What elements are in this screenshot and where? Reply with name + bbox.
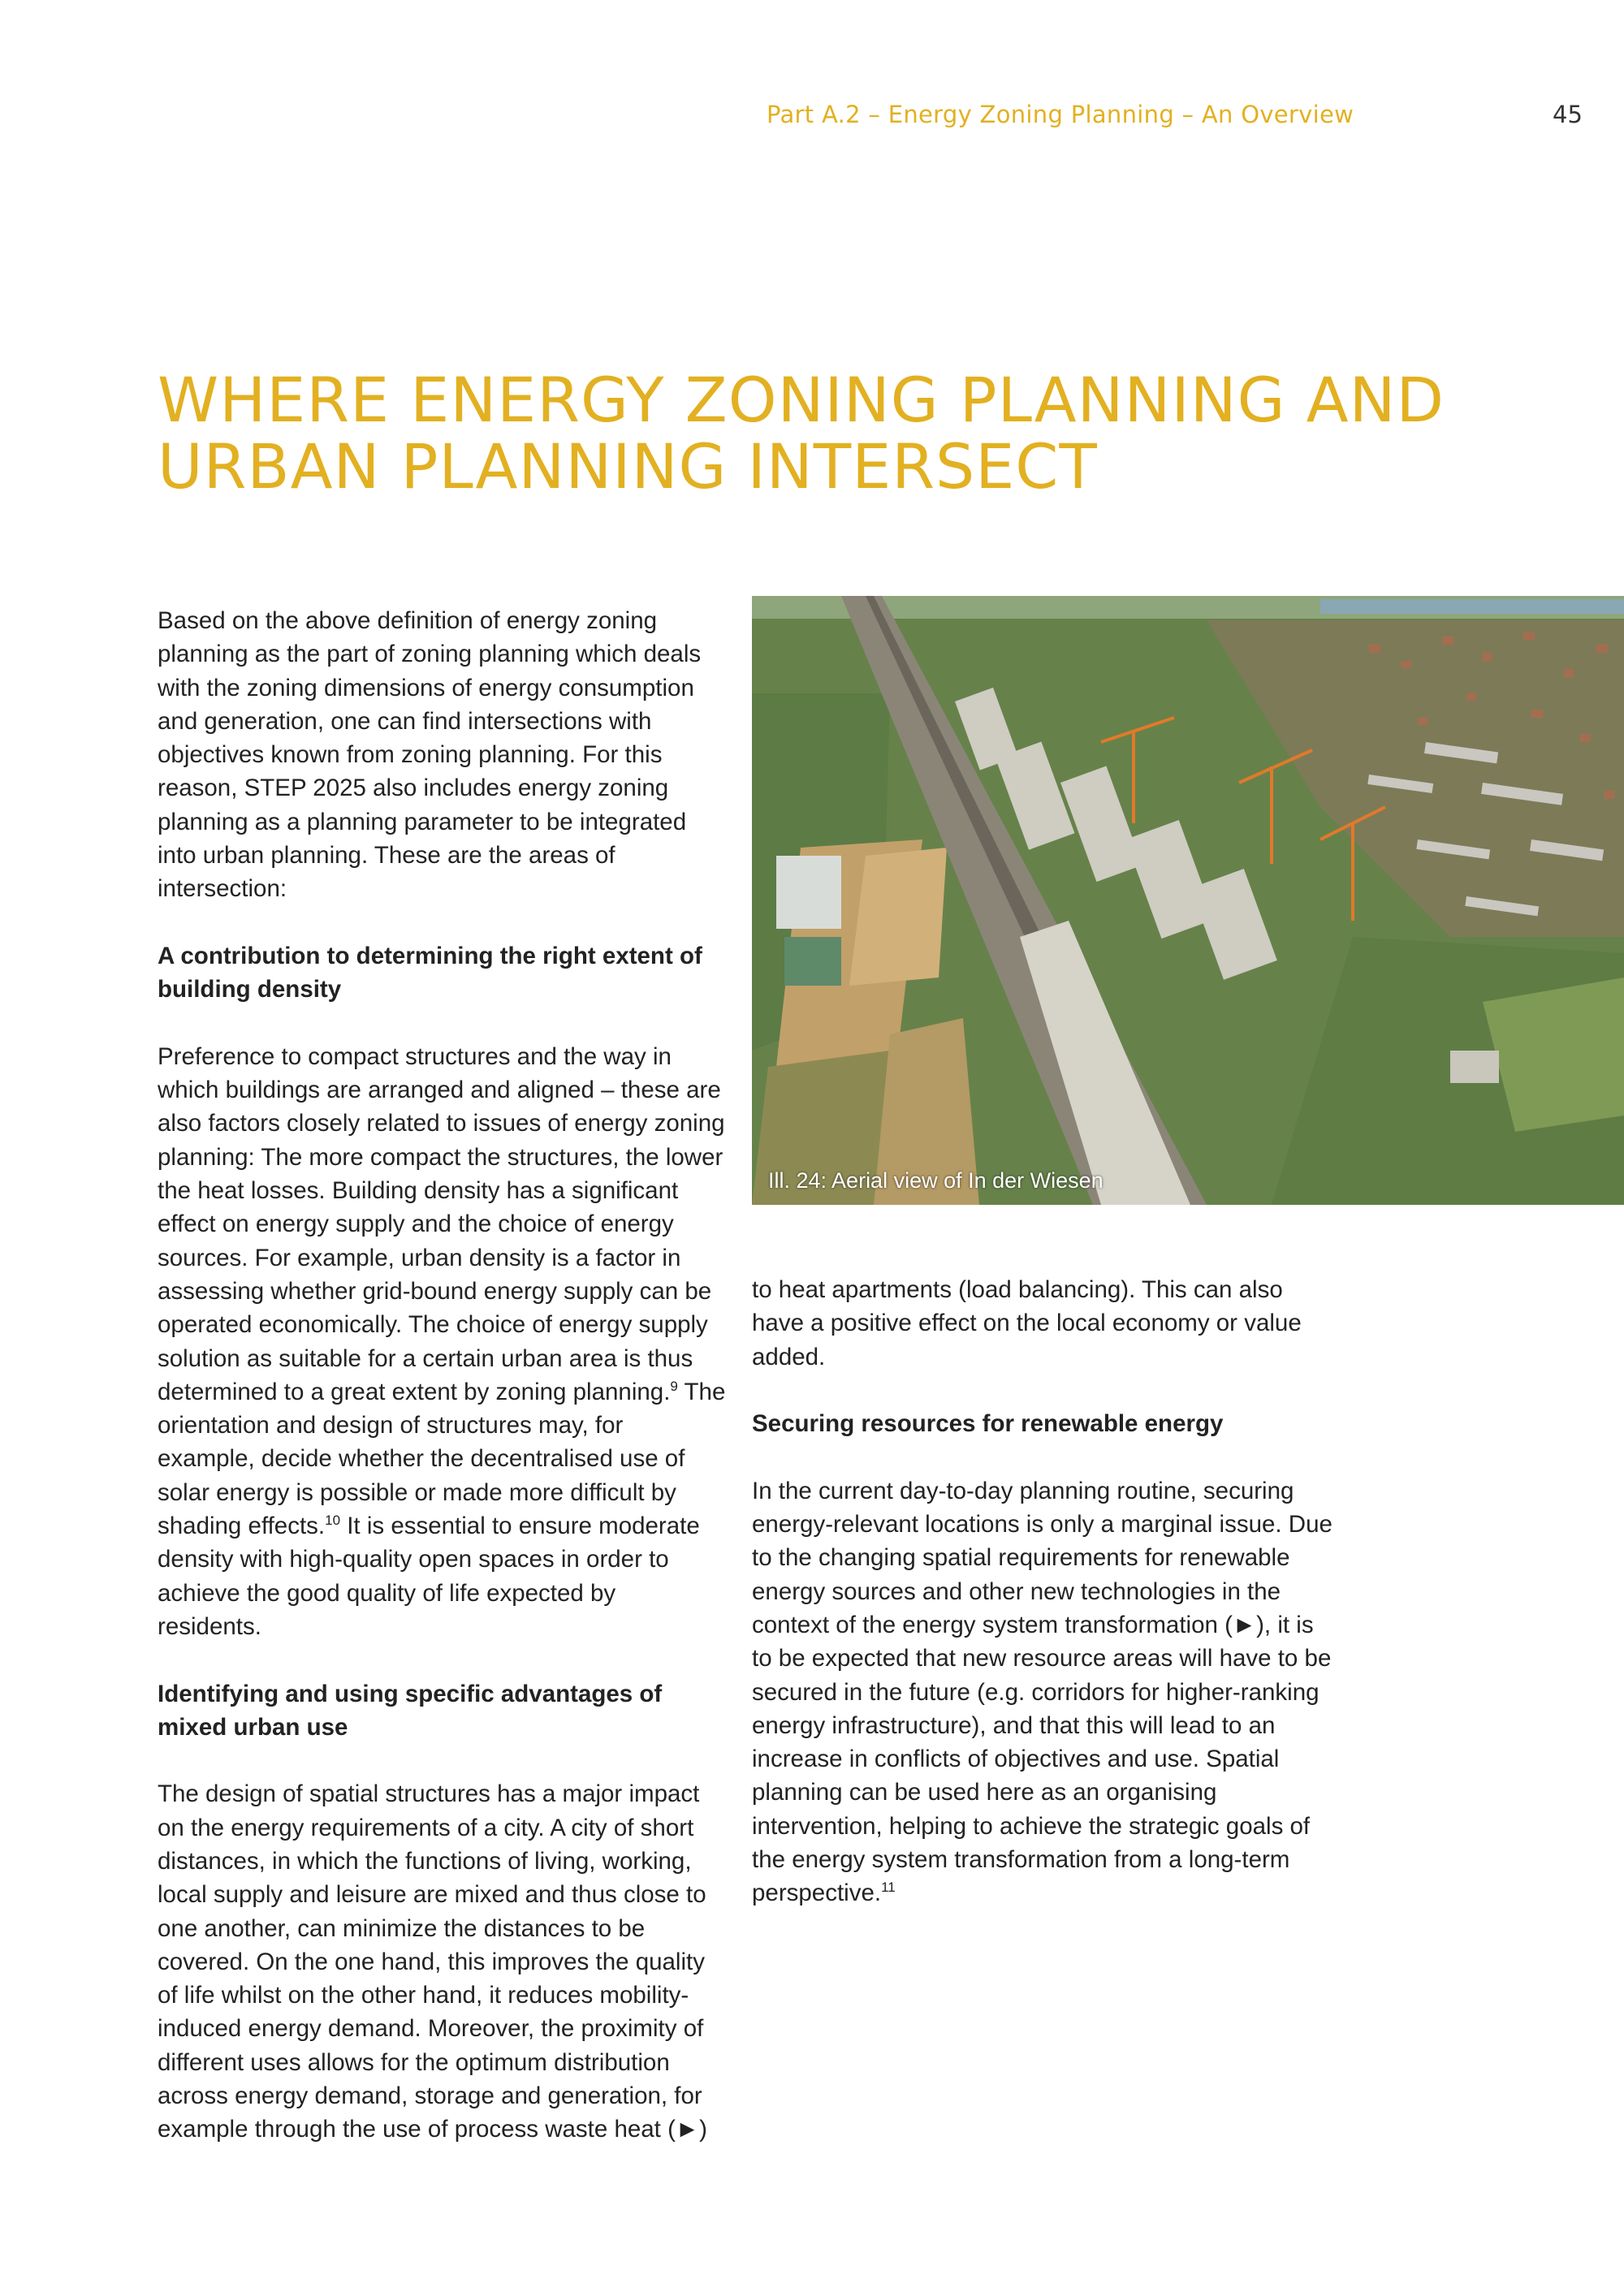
figure-caption: Ill. 24: Aerial view of In der Wiesen [768,1168,1104,1193]
continued-paragraph: to heat apartments (load balancing). This can also have a positive effect on the local economy or value added. [752,1276,1302,1370]
footnote-ref-9[interactable]: 9 [670,1379,678,1394]
footnote-ref-11[interactable]: 11 [881,1880,896,1896]
right-column [752,1273,1337,1944]
density-paragraph [158,1040,726,1643]
renewable-text: In the current day-to-day planning routine, securing energy-relevant locations is only a marginal issue. Due to the changing spatial requirements for renewable energy sources and other new technologies in the context of the energy system transformation (►), it is to be expected that new resource areas will have to be secured in the future (e.g. corridors for higher-ranking energy infrastructure), and that this will lead to an increase in conflicts of objectives and use. Spatial planning can be used here as an organising intervention, helping to achieve the strategic goals of the energy system transformation from a long-term perspective. [752,1477,1332,1907]
footnote-ref-10[interactable]: 10 [325,1513,341,1529]
mixed-use-paragraph: The design of spatial structures has a major impact on the energy requirements of a city. A city of short distances, in which the functions of living, working, local supply and leisure are mixed and thus close to one another, can minimize the distances to be covered. On the one hand, this improves the quality of life whilst on the other hand, it reduces mobility-induced energy demand. Moreover, the proximity of different uses allows for the optimum distribution across energy demand, storage and generation, for example through the use of process waste heat (►) [158,1780,707,2143]
page-number: 45 [1553,101,1583,128]
page-title [158,364,1603,503]
density-text-c: It is essential to ensure moderate density with high-quality open spaces in order to achieve the good quality of life expected by residents. [158,1513,700,1640]
page-title-line-1: WHERE ENERGY ZONING PLANNING AND [158,364,1445,436]
running-header: Part A.2 – Energy Zoning Planning – An Overview [767,101,1354,128]
aerial-photo [752,596,1624,1205]
density-text-b: The orientation and design of structures may, for example, decide whether the decentralised use of solar energy is possible or made more difficult by shading effects. [158,1378,726,1540]
intro-paragraph: Based on the above definition of energy zoning planning as the part of zoning planning which deals with the zoning dimensions of energy consumption and generation, one can find intersections with objectives known from zoning planning. For this reason, STEP 2025 also includes energy zoning planning as a planning parameter to be integrated into urban planning. These are the areas of intersection: [158,607,702,903]
density-text-a: Preference to compact structures and the way in which buildings are arranged and aligned – these are also factors closely related to issues of energy zoning planning: The more compact the structures, the lower the heat losses. Building density has a significant effect on energy supply and the choice of energy sources. For example, urban density is a factor in assessing whether grid-bound energy supply can be operated economically. The choice of energy supply solution as suitable for a certain urban area is thus determined to a great extent by zoning planning. [158,1042,725,1405]
aerial-photo-figure [752,596,1624,1205]
section-heading-renewable-resources: Securing resources for renewable energy [752,1410,1224,1438]
section-heading-mixed-use: Identifying and using specific advantages of mixed urban use [158,1680,663,1741]
section-heading-building-density: A contribution to determining the right extent of building density [158,942,702,1003]
renewable-paragraph [752,1474,1337,1910]
page-title-line-2: URBAN PLANNING INTERSECT [158,430,1098,503]
left-column [158,604,726,2180]
